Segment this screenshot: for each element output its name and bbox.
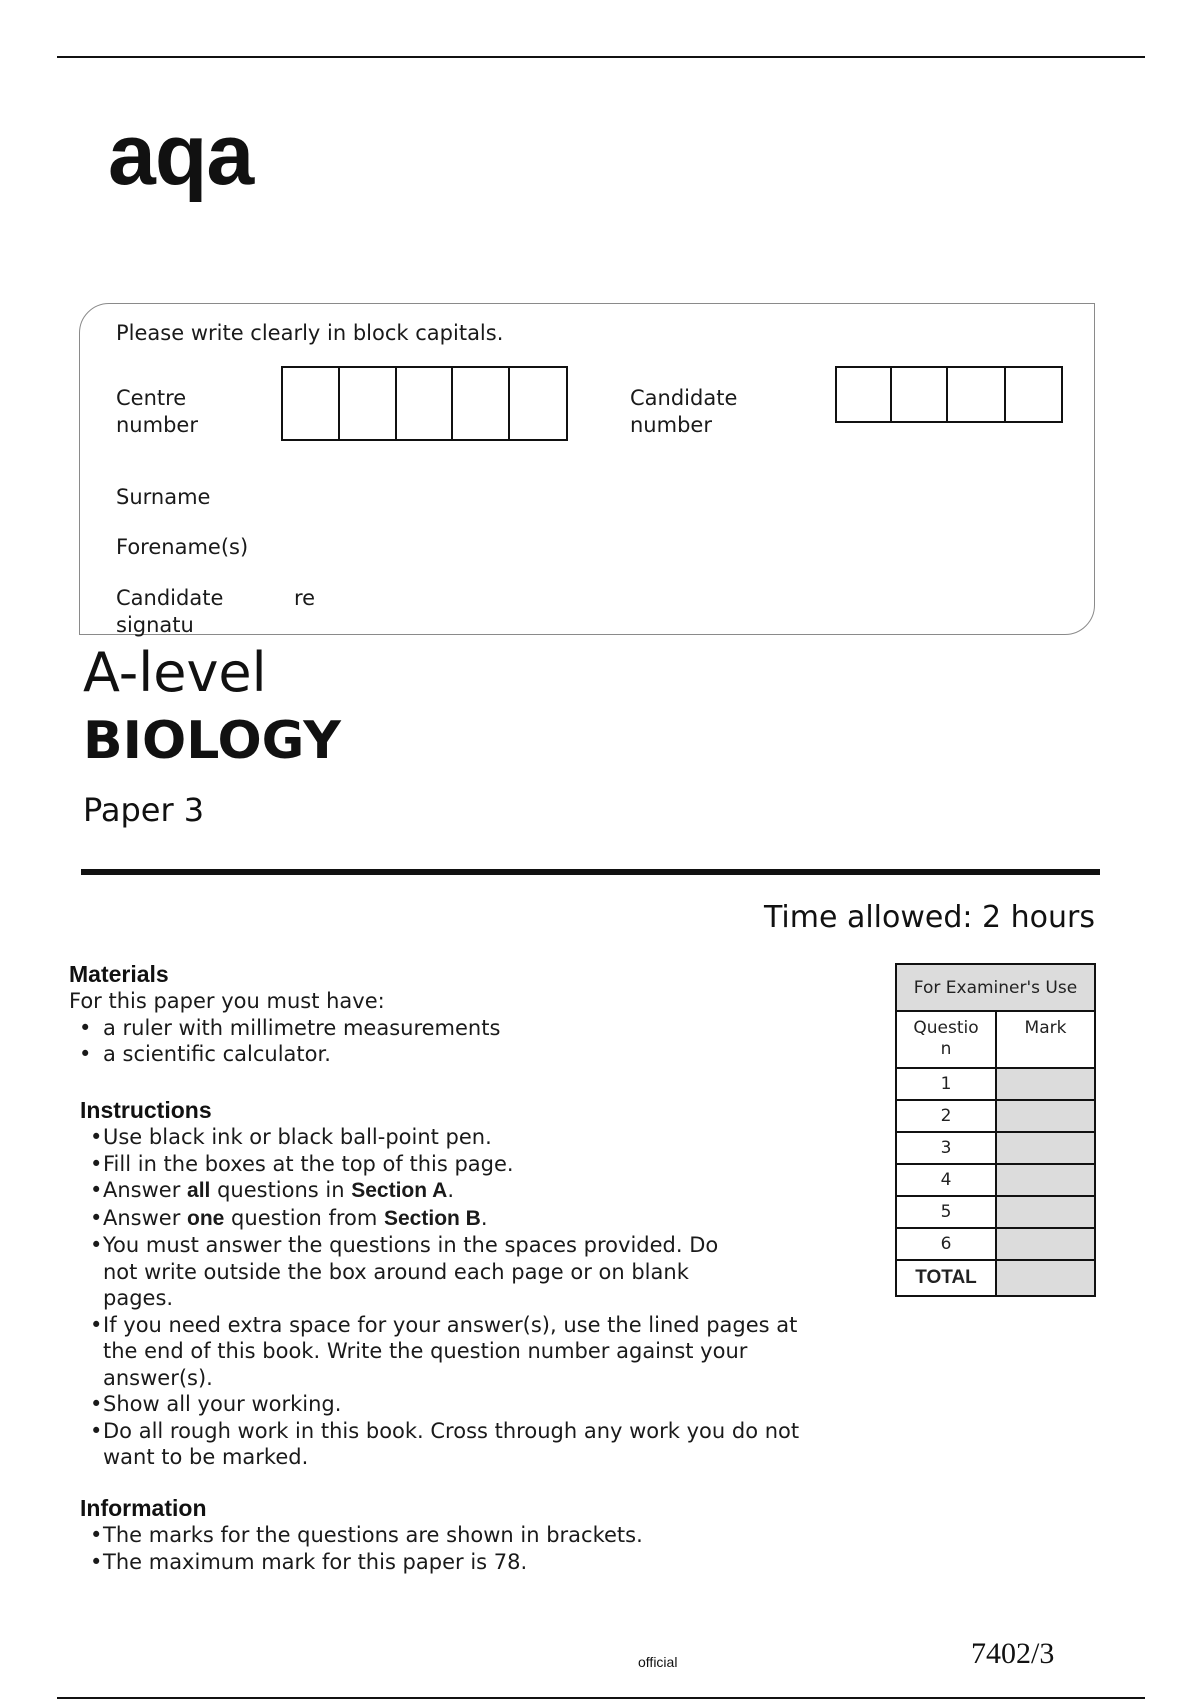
mark-cell[interactable] — [996, 1196, 1095, 1228]
list-item: • Fill in the boxes at the top of this page. — [80, 1151, 840, 1178]
examiner-use-table — [895, 963, 1096, 1297]
title-divider — [81, 869, 1100, 875]
centre-digit-box[interactable] — [453, 366, 510, 441]
centre-number-boxes[interactable] — [281, 366, 568, 441]
block-capitals-instruction: Please write clearly in block capitals. — [116, 321, 504, 345]
instructions-section — [80, 1096, 840, 1471]
official-marking: official — [638, 1654, 678, 1670]
question-number: 3 — [896, 1132, 996, 1164]
question-number: 2 — [896, 1100, 996, 1132]
list-item: • Answer one question from Section B. — [80, 1205, 840, 1233]
question-number: 5 — [896, 1196, 996, 1228]
total-label: TOTAL — [896, 1260, 996, 1296]
subject-title: BIOLOGY — [83, 711, 341, 771]
signature-label: Candidate re signatu — [116, 586, 316, 637]
mark-cell[interactable] — [996, 1132, 1095, 1164]
list-item: • The maximum mark for this paper is 78. — [80, 1549, 840, 1576]
candidate-digit-box[interactable] — [1006, 366, 1063, 423]
time-allowed: Time allowed: 2 hours — [763, 900, 1095, 935]
aqa-logo: aqa — [108, 107, 254, 203]
question-column-header: Questio n — [896, 1011, 996, 1068]
top-rule — [57, 56, 1145, 58]
materials-heading: Materials — [69, 961, 169, 987]
list-item: • Use black ink or black ball-point pen. — [80, 1124, 840, 1151]
materials-intro: For this paper you must have: — [69, 989, 385, 1013]
list-item: • The marks for the questions are shown in brackets. — [80, 1522, 840, 1549]
centre-digit-box[interactable] — [340, 366, 397, 441]
list-item: • Do all rough work in this book. Cross through any work you do not want to be marked. — [80, 1418, 803, 1471]
paper-code: 7402/3 — [971, 1637, 1055, 1670]
mark-cell[interactable] — [996, 1100, 1095, 1132]
list-item: • Answer all questions in Section A. — [80, 1177, 840, 1205]
examiner-table-title: For Examiner's Use — [896, 964, 1095, 1011]
candidate-digit-box[interactable] — [892, 366, 948, 423]
instructions-heading: Instructions — [80, 1097, 212, 1123]
mark-cell[interactable] — [996, 1164, 1095, 1196]
bottom-rule — [57, 1697, 1145, 1699]
mark-column-header: Mark — [996, 1011, 1095, 1068]
centre-number-label: Centre number — [116, 386, 198, 437]
candidate-details-box — [79, 303, 1095, 635]
mark-cell[interactable] — [996, 1228, 1095, 1260]
mark-cell[interactable] — [996, 1068, 1095, 1100]
list-item: • You must answer the questions in the spaces provided. Do not write outside the box around each page or on blank pages. — [80, 1232, 753, 1312]
candidate-digit-box[interactable] — [835, 366, 892, 423]
candidate-number-label: Candidate number — [630, 386, 738, 437]
centre-digit-box[interactable] — [281, 366, 340, 441]
forenames-label: Forename(s) — [116, 535, 249, 559]
question-number: 1 — [896, 1068, 996, 1100]
information-section — [80, 1494, 840, 1575]
list-item: • If you need extra space for your answer(s), use the lined pages at the end of this book. Write the question number against your answer(s). — [80, 1312, 833, 1392]
materials-section — [69, 960, 829, 1068]
question-number: 6 — [896, 1228, 996, 1260]
centre-digit-box[interactable] — [397, 366, 453, 441]
information-heading: Information — [80, 1495, 207, 1521]
list-item: • Show all your working. — [80, 1391, 840, 1418]
question-number: 4 — [896, 1164, 996, 1196]
candidate-digit-box[interactable] — [948, 366, 1006, 423]
qualification-level: A-level — [83, 641, 267, 704]
paper-number: Paper 3 — [83, 791, 205, 829]
candidate-number-boxes[interactable] — [835, 366, 1063, 423]
centre-digit-box[interactable] — [510, 366, 568, 441]
total-mark-cell[interactable] — [996, 1260, 1095, 1296]
surname-label: Surname — [116, 485, 211, 509]
list-item: • a ruler with millimetre measurements — [69, 1015, 829, 1042]
list-item: • a scientific calculator. — [69, 1041, 829, 1068]
